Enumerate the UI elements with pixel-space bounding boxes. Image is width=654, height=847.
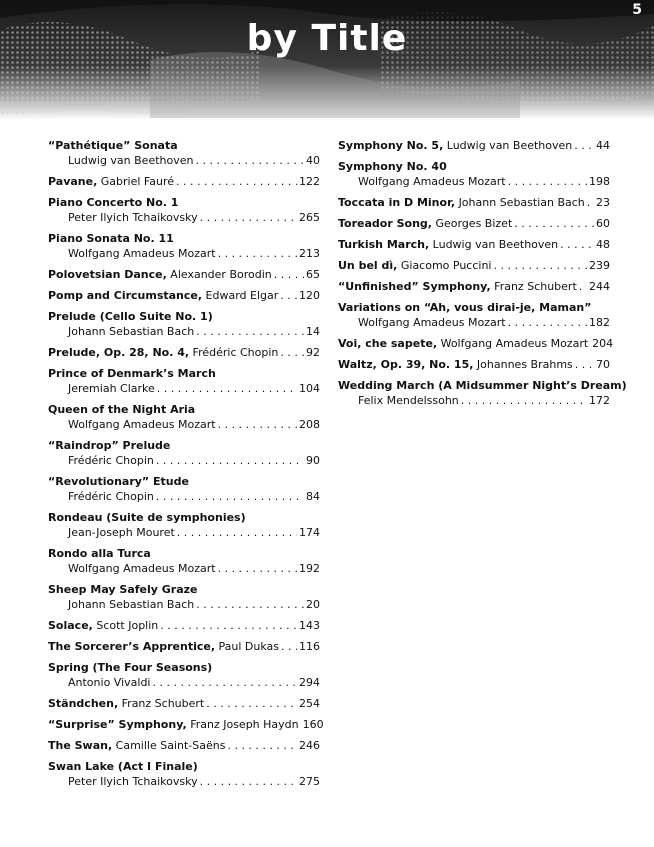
index-entry — [338, 258, 610, 273]
entry-page: 182 — [589, 316, 610, 329]
index-entry — [338, 138, 610, 153]
entry-page: 192 — [299, 562, 320, 575]
entry-composer-line — [48, 210, 320, 225]
entry-composer-line — [48, 324, 320, 339]
entry-line — [338, 138, 610, 153]
entry-page: 174 — [299, 526, 320, 539]
leader-dots — [508, 315, 587, 330]
entry-page: 120 — [299, 289, 320, 302]
leader-dots — [560, 237, 594, 252]
entry-composer-line — [48, 417, 320, 432]
entry-composer-line — [48, 246, 320, 261]
entry-composer-line — [48, 774, 320, 789]
leader-dots — [196, 597, 304, 612]
entry-composer: Franz Schubert — [121, 697, 205, 710]
entry-line — [48, 639, 320, 654]
leader-dots — [152, 675, 297, 690]
entry-composer: Franz Joseph Haydn — [190, 718, 299, 731]
entry-composer: Peter Ilyich Tchaikovsky — [68, 211, 198, 224]
entry-line — [48, 738, 320, 753]
index-entry — [48, 366, 320, 396]
entry-title: “Raindrop” Prelude — [48, 439, 171, 452]
page-number: 5 — [632, 2, 642, 18]
leader-dots — [200, 774, 297, 789]
leader-dots — [156, 453, 304, 468]
index-entry — [48, 345, 320, 360]
entry-page: 116 — [299, 640, 320, 653]
index-entry — [48, 438, 320, 468]
entry-page: 275 — [299, 775, 320, 788]
left-column — [48, 138, 324, 795]
entry-title: Polovetsian Dance, — [48, 268, 167, 281]
entry-page: 92 — [306, 346, 320, 359]
leader-dots — [196, 324, 304, 339]
entry-line — [338, 195, 610, 210]
entry-composer: Wolfgang Amadeus Mozart — [68, 418, 216, 431]
leader-dots — [206, 696, 297, 711]
entry-line — [48, 174, 320, 189]
entry-line — [338, 357, 610, 372]
index-entry — [338, 336, 614, 351]
leader-dots — [281, 639, 297, 654]
entry-page: 84 — [306, 490, 320, 503]
entry-title: Queen of the Night Aria — [48, 403, 196, 416]
leader-dots — [461, 393, 587, 408]
index-entry — [48, 195, 320, 225]
entry-title: “Revolutionary” Etude — [48, 475, 189, 488]
entry-line — [338, 279, 610, 294]
leader-dots — [575, 357, 594, 372]
index-entry — [338, 279, 610, 294]
entry-composer: Wolfgang Amadeus Mozart — [440, 337, 589, 350]
entry-page: 294 — [299, 676, 320, 689]
entry-title: Ständchen, — [48, 697, 119, 710]
entry-title: “Unfinished” Symphony, — [338, 280, 491, 293]
entry-composer-line — [48, 561, 320, 576]
entry-composer: Wolfgang Amadeus Mozart — [68, 247, 216, 260]
entry-page: 213 — [299, 247, 320, 260]
index-entry — [48, 138, 320, 168]
entry-composer-line — [338, 174, 610, 189]
entry-title: Un bel dì, — [338, 259, 398, 272]
entry-title: Piano Concerto No. 1 — [48, 196, 179, 209]
entry-title: Variations on “Ah, vous dirai-je, Maman” — [338, 301, 592, 314]
index-entry — [48, 660, 320, 690]
index-entry — [48, 402, 320, 432]
entry-line — [48, 717, 324, 732]
leader-dots — [227, 738, 297, 753]
entry-page: 208 — [299, 418, 320, 431]
entry-page: 104 — [299, 382, 320, 395]
index-entry — [338, 300, 610, 330]
entry-line — [338, 237, 610, 252]
entry-composer: Johannes Brahms — [476, 358, 573, 371]
entry-title: Rondo alla Turca — [48, 547, 151, 560]
index-entry — [48, 546, 320, 576]
index-entry — [48, 696, 320, 711]
index-entry — [48, 174, 320, 189]
entry-composer: Franz Schubert — [494, 280, 577, 293]
entry-composer: Jean-Joseph Mouret — [68, 526, 175, 539]
entry-composer: Gabriel Fauré — [100, 175, 174, 188]
entry-page: 122 — [299, 175, 320, 188]
entry-composer: Johann Sebastian Bach — [458, 196, 585, 209]
entry-title: Pavane, — [48, 175, 98, 188]
entry-title: Toreador Song, — [338, 217, 432, 230]
leader-dots — [157, 381, 297, 396]
entry-composer: Antonio Vivaldi — [68, 676, 151, 689]
leader-dots — [218, 561, 297, 576]
entry-composer: Ludwig van Beethoven — [446, 139, 573, 152]
entry-line — [338, 258, 610, 273]
entry-title: Toccata in D Minor, — [338, 196, 456, 209]
entry-composer: Peter Ilyich Tchaikovsky — [68, 775, 198, 788]
index-entry — [338, 237, 610, 252]
index-entry — [48, 738, 320, 753]
index-entry — [338, 159, 610, 189]
entry-page: 44 — [596, 139, 610, 152]
entry-title: Prelude, Op. 28, No. 4, — [48, 346, 190, 359]
leader-dots — [508, 174, 587, 189]
entry-composer-line — [48, 453, 320, 468]
leader-dots — [274, 267, 304, 282]
entry-page: 244 — [589, 280, 610, 293]
entry-line — [338, 336, 614, 351]
entry-page: 143 — [299, 619, 320, 632]
entry-page: 198 — [589, 175, 610, 188]
entry-composer-line — [48, 489, 320, 504]
entry-line — [338, 216, 610, 231]
entry-composer-line — [48, 597, 320, 612]
entry-composer: Ludwig van Beethoven — [432, 238, 559, 251]
index-entry — [48, 510, 320, 540]
leader-dots — [579, 279, 587, 294]
entry-composer-line — [338, 393, 610, 408]
entry-page: 204 — [592, 337, 614, 350]
entry-composer: Johann Sebastian Bach — [68, 325, 195, 338]
entry-line — [48, 288, 320, 303]
entry-title: Symphony No. 40 — [338, 160, 447, 173]
entry-title: Rondeau (Suite de symphonies) — [48, 511, 246, 524]
entry-line — [48, 267, 320, 282]
right-column — [338, 138, 627, 414]
entry-page: 246 — [299, 739, 320, 752]
leader-dots — [200, 210, 297, 225]
entry-page: 14 — [306, 325, 320, 338]
leader-dots — [160, 618, 297, 633]
entry-title: Sheep May Safely Graze — [48, 583, 198, 596]
entry-composer-line — [48, 381, 320, 396]
entry-title: “Pathétique” Sonata — [48, 139, 178, 152]
index-entry — [48, 231, 320, 261]
entry-page: 160 — [302, 718, 324, 731]
entry-title: Turkish March, — [338, 238, 430, 251]
entry-composer: Georges Bizet — [435, 217, 513, 230]
entry-page: 48 — [596, 238, 610, 251]
entry-line — [48, 345, 320, 360]
entry-page: 23 — [596, 196, 610, 209]
entry-composer: Frédéric Chopin — [192, 346, 279, 359]
entry-title: The Sorcerer’s Apprentice, — [48, 640, 216, 653]
entry-composer: Ludwig van Beethoven — [68, 154, 194, 167]
entry-composer-line — [48, 675, 320, 690]
entry-title: The Swan, — [48, 739, 113, 752]
entry-composer: Frédéric Chopin — [68, 490, 154, 503]
index-entry — [48, 288, 320, 303]
entry-composer: Paul Dukas — [218, 640, 280, 653]
leader-dots — [196, 153, 305, 168]
index-entry — [338, 216, 610, 231]
index-entry — [48, 639, 320, 654]
entry-composer: Johann Sebastian Bach — [68, 598, 195, 611]
entry-page: 60 — [596, 217, 610, 230]
index-entry — [48, 267, 320, 282]
entry-composer: Camille Saint-Saëns — [115, 739, 226, 752]
entry-title: Prince of Denmark’s March — [48, 367, 216, 380]
entry-title: Piano Sonata No. 11 — [48, 232, 174, 245]
entry-composer: Scott Joplin — [96, 619, 159, 632]
entry-composer: Wolfgang Amadeus Mozart — [358, 175, 506, 188]
leader-dots — [177, 525, 297, 540]
entry-title: Wedding March (A Midsummer Night’s Dream) — [338, 379, 627, 392]
leader-dots — [218, 417, 297, 432]
leader-dots — [156, 489, 304, 504]
entry-page: 254 — [299, 697, 320, 710]
entry-title: Swan Lake (Act I Finale) — [48, 760, 198, 773]
index-entry — [48, 717, 324, 732]
entry-page: 70 — [596, 358, 610, 371]
entry-title: Voi, che sapete, — [338, 337, 438, 350]
leader-dots — [218, 246, 297, 261]
entry-title: Symphony No. 5, — [338, 139, 444, 152]
index-entry — [48, 759, 320, 789]
entry-title: Spring (The Four Seasons) — [48, 661, 213, 674]
entry-title: Pomp and Circumstance, — [48, 289, 203, 302]
leader-dots — [574, 138, 594, 153]
index-entry — [48, 618, 320, 633]
leader-dots — [587, 195, 594, 210]
entry-composer-line — [48, 153, 320, 168]
index-entry — [48, 474, 320, 504]
entry-title: Waltz, Op. 39, No. 15, — [338, 358, 474, 371]
leader-dots — [494, 258, 588, 273]
entry-page: 172 — [589, 394, 610, 407]
entry-composer: Felix Mendelssohn — [358, 394, 459, 407]
leader-dots — [176, 174, 297, 189]
entry-composer: Wolfgang Amadeus Mozart — [358, 316, 506, 329]
entry-page: 20 — [306, 598, 320, 611]
leader-dots — [280, 345, 304, 360]
index-entry — [338, 357, 610, 372]
entry-page: 265 — [299, 211, 320, 224]
index-entry — [338, 195, 610, 210]
entry-composer: Giacomo Puccini — [400, 259, 492, 272]
header-banner — [0, 0, 654, 120]
entry-page: 90 — [306, 454, 320, 467]
entry-composer: Frédéric Chopin — [68, 454, 154, 467]
entry-composer: Wolfgang Amadeus Mozart — [68, 562, 216, 575]
entry-composer: Jeremiah Clarke — [68, 382, 155, 395]
entry-composer-line — [338, 315, 610, 330]
entry-composer: Edward Elgar — [205, 289, 279, 302]
index-entry — [48, 582, 320, 612]
entry-composer-line — [48, 525, 320, 540]
leader-dots — [280, 288, 297, 303]
entry-page: 239 — [589, 259, 610, 272]
entry-composer: Alexander Borodin — [170, 268, 272, 281]
entry-title: Solace, — [48, 619, 93, 632]
entry-line — [48, 696, 320, 711]
page-title: by Title — [246, 18, 408, 59]
index-entry — [48, 309, 320, 339]
index-entry — [338, 378, 627, 408]
entry-title: “Surprise” Symphony, — [48, 718, 187, 731]
entry-page: 65 — [306, 268, 320, 281]
entry-line — [48, 618, 320, 633]
entry-title: Prelude (Cello Suite No. 1) — [48, 310, 213, 323]
leader-dots — [514, 216, 594, 231]
entry-page: 40 — [306, 154, 320, 167]
